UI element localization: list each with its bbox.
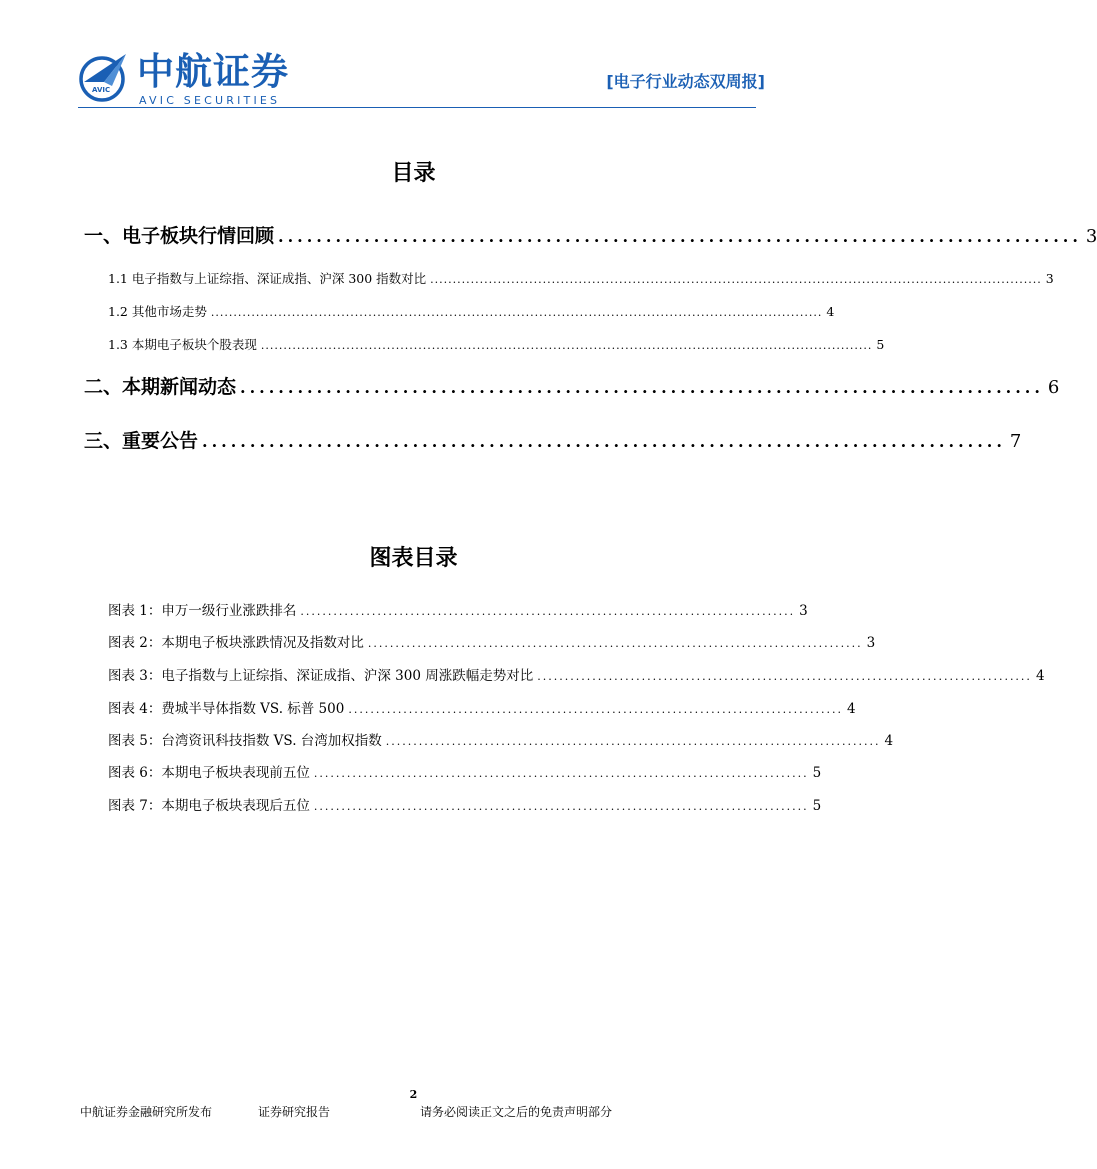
toc-entry-page: 4: [826, 304, 835, 319]
page-number: 2: [409, 1088, 418, 1101]
toc-entry-page: 3: [1045, 271, 1054, 286]
figure-entry-page: 5: [812, 765, 822, 781]
logo-text: AVIC: [92, 86, 111, 94]
figure-entry-4[interactable]: [108, 698, 856, 720]
toc-entry-1-1[interactable]: [108, 269, 1054, 289]
figure-entry-label: 图表 5：台湾资讯科技指数 VS. 台湾加权指数: [108, 733, 382, 749]
leader-dots: ..........................................................................................: [313, 767, 809, 780]
leader-dots: ..........................................................................................: [348, 703, 844, 716]
brand-name-cn: 中航证券: [137, 50, 289, 93]
leader-dots: ....................................................................................: [202, 432, 1006, 451]
leader-dots: ....................................................................................: [240, 378, 1044, 397]
toc-entry-label: 三、重要公告: [84, 430, 199, 452]
figure-entry-label: 图表 2：本期电子板块涨跌情况及指数对比: [108, 635, 364, 651]
leader-dots: ....................................................................................: [278, 227, 1082, 246]
leader-dots: ..........................................................................................: [537, 670, 1032, 683]
figure-entry-5[interactable]: [108, 730, 894, 752]
header-divider: [78, 107, 756, 108]
figure-entry-label: 图表 3：电子指数与上证综指、深证成指、沪深 300 周涨跌幅走势对比: [108, 668, 534, 684]
toc-entry-label: 1.1 电子指数与上证综指、深证成指、沪深 300 指数对比: [108, 271, 427, 286]
leader-dots: ..........................................................................................: [313, 800, 809, 813]
figure-entry-page: 4: [847, 701, 856, 717]
figure-entry-6[interactable]: [108, 762, 822, 784]
leader-dots: ..........................................................................................: [300, 605, 796, 618]
figure-list-title: 图表目录: [369, 546, 458, 571]
figure-entry-label: 图表 4：费城半导体指数 VS. 标普 500: [108, 701, 345, 717]
figure-entry-page: 3: [799, 603, 808, 619]
footer-publisher: 中航证券金融研究所发布: [80, 1105, 213, 1119]
toc-entry-page: 5: [876, 337, 885, 352]
figure-entry-page: 3: [866, 635, 876, 651]
leader-dots: ........................................................................................................................................: [260, 339, 873, 352]
brand-name-en: AVIC SECURITIES: [139, 94, 281, 107]
footer-disclaimer: 请务必阅读正文之后的免责声明部分: [420, 1105, 613, 1119]
figure-entry-label: 图表 1：申万一级行业涨跌排名: [108, 603, 297, 619]
toc-entry-1-2[interactable]: [108, 302, 835, 322]
avic-logo-icon: [78, 52, 128, 102]
toc-title: 目录: [391, 161, 436, 186]
figure-entry-page: 5: [812, 798, 822, 814]
toc-entry-label: 1.3 本期电子板块个股表现: [108, 337, 257, 352]
toc-entry-3[interactable]: [84, 427, 1022, 455]
report-type-label: [电子行业动态双周报]: [606, 72, 765, 91]
leader-dots: ........................................................................................................................................: [210, 306, 823, 319]
toc-entry-page: 7: [1009, 431, 1022, 452]
toc-entry-page: 6: [1047, 377, 1060, 398]
figure-entry-3[interactable]: [108, 665, 1045, 687]
figure-entry-page: 4: [1035, 668, 1045, 684]
toc-entry-label: 二、本期新闻动态: [84, 376, 237, 398]
footer-doc-type: 证券研究报告: [258, 1105, 331, 1119]
figure-entry-1[interactable]: [108, 600, 808, 622]
figure-entry-7[interactable]: [108, 795, 822, 817]
figure-entry-2[interactable]: [108, 632, 876, 654]
figure-entry-label: 图表 7：本期电子板块表现后五位: [108, 798, 310, 814]
leader-dots: ..........................................................................................: [367, 637, 863, 650]
toc-entry-1[interactable]: [84, 222, 1097, 250]
toc-entry-label: 一、电子板块行情回顾: [84, 225, 275, 247]
toc-entry-page: 3: [1085, 226, 1097, 247]
toc-entry-2[interactable]: [84, 373, 1060, 401]
figure-entry-label: 图表 6：本期电子板块表现前五位: [108, 765, 310, 781]
figure-entry-page: 4: [884, 733, 894, 749]
toc-entry-1-3[interactable]: [108, 335, 885, 355]
leader-dots: ..........................................................................................: [385, 735, 881, 748]
toc-entry-label: 1.2 其他市场走势: [108, 304, 207, 319]
page-header: [0, 0, 827, 115]
leader-dots: ........................................................................................................................................: [430, 273, 1042, 286]
